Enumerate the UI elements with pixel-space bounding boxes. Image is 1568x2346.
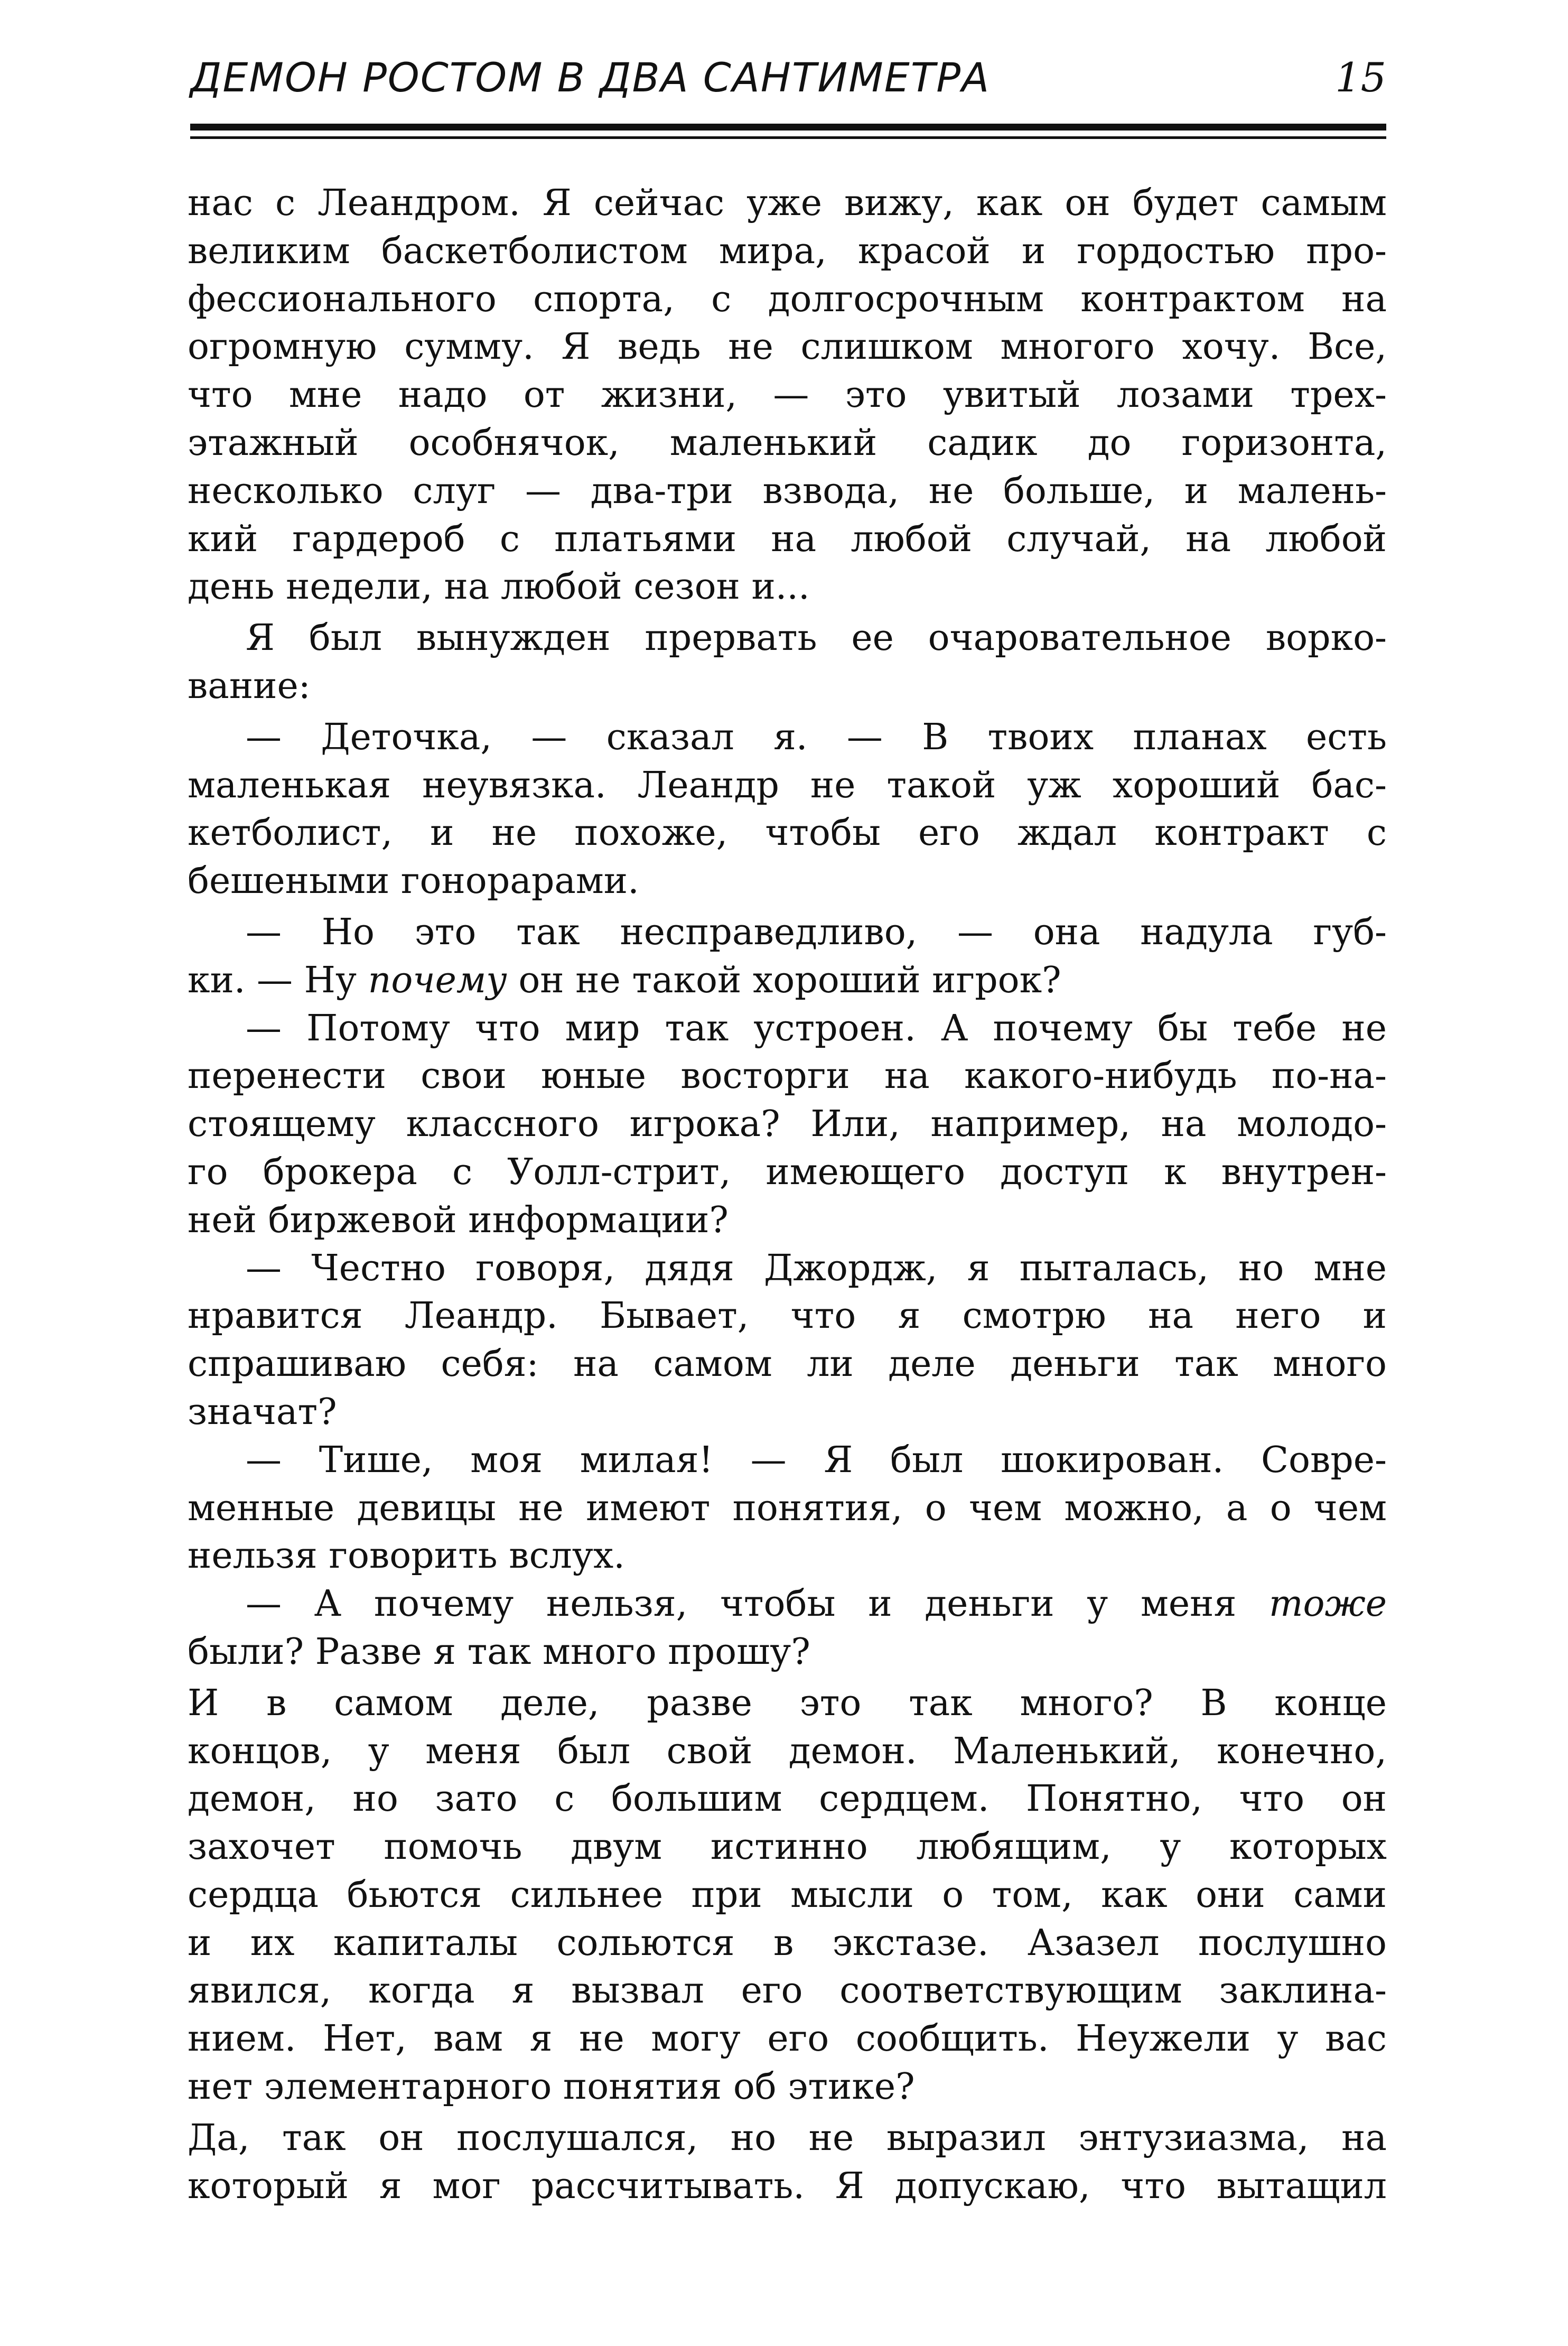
text-line: явился, когда я вызвал его соответствующим заклина- (188, 1970, 1387, 2012)
text-line: который я мог рассчитывать. Я допускаю, что вытащил (188, 2165, 1387, 2207)
text-line: кий гардероб с платьями на любой случай, на любой (188, 518, 1387, 560)
text-line: — Потому что мир так устроен. А почему бы тебе не (246, 1007, 1387, 1049)
text-line: кетболист, и не похоже, чтобы его ждал контракт с (188, 812, 1387, 854)
header-rule-thick (190, 124, 1386, 131)
text-line: — Деточка, — сказал я. — В твоих планах есть (246, 716, 1387, 758)
text-segment: — А почему нельзя, чтобы и деньги у меня (246, 1583, 1237, 1625)
text-line: Я был вынужден прервать ее очаровательное ворко- (246, 617, 1387, 659)
text-line-mixed (188, 957, 1387, 1005)
text-line: нием. Нет, вам я не могу его сообщить. Неужели у вас (188, 2018, 1387, 2060)
text-line: этажный особнячок, маленький садик до горизонта, (188, 422, 1387, 464)
text-line: демон, но зато с большим сердцем. Понятно, что он (188, 1778, 1387, 1820)
text-line: что мне надо от жизни, — это увитый лозами трех- (188, 374, 1387, 416)
text-line: го брокера с Уолл-стрит, имеющего доступ к внутрен- (188, 1151, 1387, 1193)
text-line: нравится Леандр. Бывает, что я смотрю на него и (188, 1295, 1387, 1337)
text-line: великим баскетболистом мира, красой и гордостью про- (188, 230, 1387, 272)
text-line: маленькая неувязка. Леандр не такой уж хороший бас- (188, 764, 1387, 806)
text-line: и их капиталы сольются в экстазе. Азазел послушно (188, 1922, 1387, 1964)
running-title: ДЕМОН РОСТОМ В ДВА САНТИМЕТРА (190, 54, 991, 101)
text-line: концов, у меня был свой демон. Маленький, конечно, (188, 1730, 1387, 1772)
text-line: нет элементарного понятия об этике? (188, 2066, 915, 2108)
text-line: сердца бьются сильнее при мысли о том, как они сами (188, 1874, 1387, 1916)
text-segment: ки. — Ну (188, 959, 357, 1001)
text-line: огромную сумму. Я ведь не слишком многого хочу. Все, (188, 326, 1387, 368)
text-line: спрашиваю себя: на самом ли деле деньги так много (188, 1343, 1387, 1385)
text-line: вание: (188, 665, 311, 707)
text-line: были? Разве я так много прошу? (188, 1631, 810, 1673)
text-line: нельзя говорить вслух. (188, 1535, 625, 1577)
text-line-mixed (188, 1580, 1387, 1628)
text-line: значат? (188, 1391, 337, 1433)
text-segment-italic: почему (368, 959, 507, 1001)
text-line: несколько слуг — два-три взвода, не больше, и малень- (188, 470, 1387, 512)
header-rule-thin (190, 136, 1386, 139)
running-head (190, 49, 1386, 107)
text-line: стоящему классного игрока? Или, например, на молодо- (188, 1103, 1387, 1146)
text-segment: он не такой хороший игрок? (518, 959, 1061, 1001)
text-line: день недели, на любой сезон и... (188, 566, 810, 608)
text-segment-italic: тоже (1269, 1583, 1387, 1625)
text-line: И в самом деле, разве это так много? В конце (188, 1682, 1387, 1724)
text-line: Да, так он послушался, но не выразил энтузиазма, на (188, 2117, 1387, 2159)
text-line: — Но это так несправедливо, — она надула губ- (246, 911, 1387, 953)
text-line: менные девицы не имеют понятия, о чем можно, а о чем (188, 1487, 1387, 1529)
text-line: фессионального спорта, с долгосрочным контрактом на (188, 278, 1387, 320)
page-number: 15 (1335, 54, 1386, 101)
text-line: ней биржевой информации? (188, 1199, 729, 1241)
text-line: — Тише, моя милая! — Я был шокирован. Совре- (246, 1439, 1387, 1481)
text-line: — Честно говоря, дядя Джордж, я пыталась, но мне (246, 1247, 1387, 1289)
text-line: перенести свои юные восторги на какого-нибудь по-на- (188, 1055, 1387, 1097)
body-text (188, 180, 1387, 2210)
text-line: захочет помочь двум истинно любящим, у которых (188, 1826, 1387, 1868)
text-line: бешеными гонорарами. (188, 860, 639, 902)
text-line: нас с Леандром. Я сейчас уже вижу, как он будет самым (188, 182, 1387, 224)
